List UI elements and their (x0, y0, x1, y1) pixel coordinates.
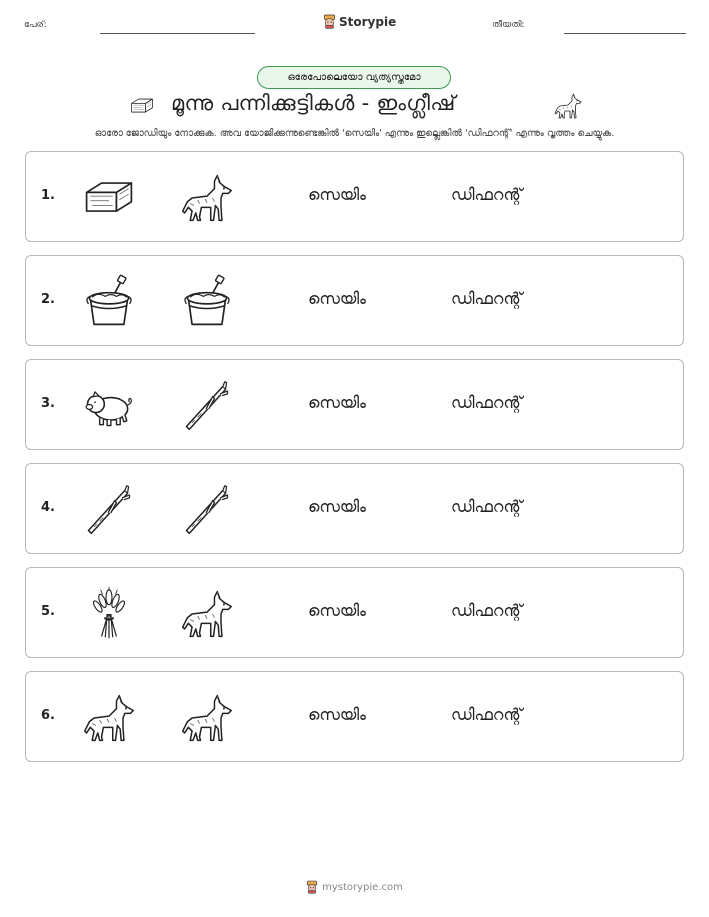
brick-icon (80, 170, 138, 226)
wolf-icon (178, 690, 236, 746)
name-write-line (100, 33, 255, 34)
different-option[interactable]: ഡിഫറന്റ് (451, 497, 523, 516)
badge-text: ഒരേപോലെയോ വ്യത്യസ്തമോ (287, 72, 421, 83)
worksheet-type-badge (257, 66, 451, 89)
title-row (0, 91, 709, 121)
exercise-row (25, 255, 684, 346)
exercise-row (25, 671, 684, 762)
different-option[interactable]: ഡിഫറന്റ് (451, 289, 523, 308)
row-number: 2. (41, 292, 55, 307)
same-option[interactable]: സെയിം (308, 289, 366, 308)
wolf-icon (178, 586, 236, 642)
page-title: മൂന്നു പന്നിക്കുട്ടികൾ - ഇംഗ്ലീഷ് (171, 91, 456, 115)
date-write-line (564, 33, 686, 34)
wolf-icon (178, 170, 236, 226)
same-option[interactable]: സെയിം (308, 393, 366, 412)
date-label: തീയതി: (492, 20, 525, 30)
row-number: 5. (41, 604, 55, 619)
brick-icon (127, 93, 157, 119)
different-option[interactable]: ഡിഫറന്റ് (451, 393, 523, 412)
exercise-row (25, 567, 684, 658)
storypie-brand (323, 14, 396, 29)
stick-icon (80, 482, 138, 538)
exercise-row (25, 151, 684, 242)
worksheet-header (0, 14, 709, 38)
bucket-icon (80, 274, 138, 330)
exercise-row (25, 359, 684, 450)
straw-icon (80, 586, 138, 642)
same-option[interactable]: സെയിം (308, 601, 366, 620)
different-option[interactable]: ഡിഫറന്റ് (451, 601, 523, 620)
footer (0, 880, 709, 894)
row-number: 1. (41, 188, 55, 203)
same-option[interactable]: സെയിം (308, 705, 366, 724)
wolf-icon (552, 91, 584, 121)
stick-icon (178, 482, 236, 538)
footer-url: mystorypie.com (322, 881, 403, 893)
stick-icon (178, 378, 236, 434)
row-number: 3. (41, 396, 55, 411)
instructions: ഓരോ ജോഡിയും നോക്കുക. അവ യോജിക്കുന്നുണ്ടെങ്കിൽ 'സെയിം' എന്നും ഇല്ലെങ്കിൽ 'ഡിഫറന്റ്' എന്നും വൃത്തം ചെയ്യുക. (94, 128, 615, 139)
row-number: 6. (41, 708, 55, 723)
different-option[interactable]: ഡിഫറന്റ് (451, 185, 523, 204)
storypie-logo-icon (323, 14, 336, 29)
pig-icon (80, 378, 138, 434)
row-number: 4. (41, 500, 55, 515)
bucket-icon (178, 274, 236, 330)
wolf-icon (80, 690, 138, 746)
different-option[interactable]: ഡിഫറന്റ് (451, 705, 523, 724)
storypie-logo-icon (306, 880, 318, 894)
same-option[interactable]: സെയിം (308, 497, 366, 516)
name-label: പേര്: (24, 20, 47, 30)
same-option[interactable]: സെയിം (308, 185, 366, 204)
exercise-row (25, 463, 684, 554)
brand-name: Storypie (339, 14, 397, 29)
